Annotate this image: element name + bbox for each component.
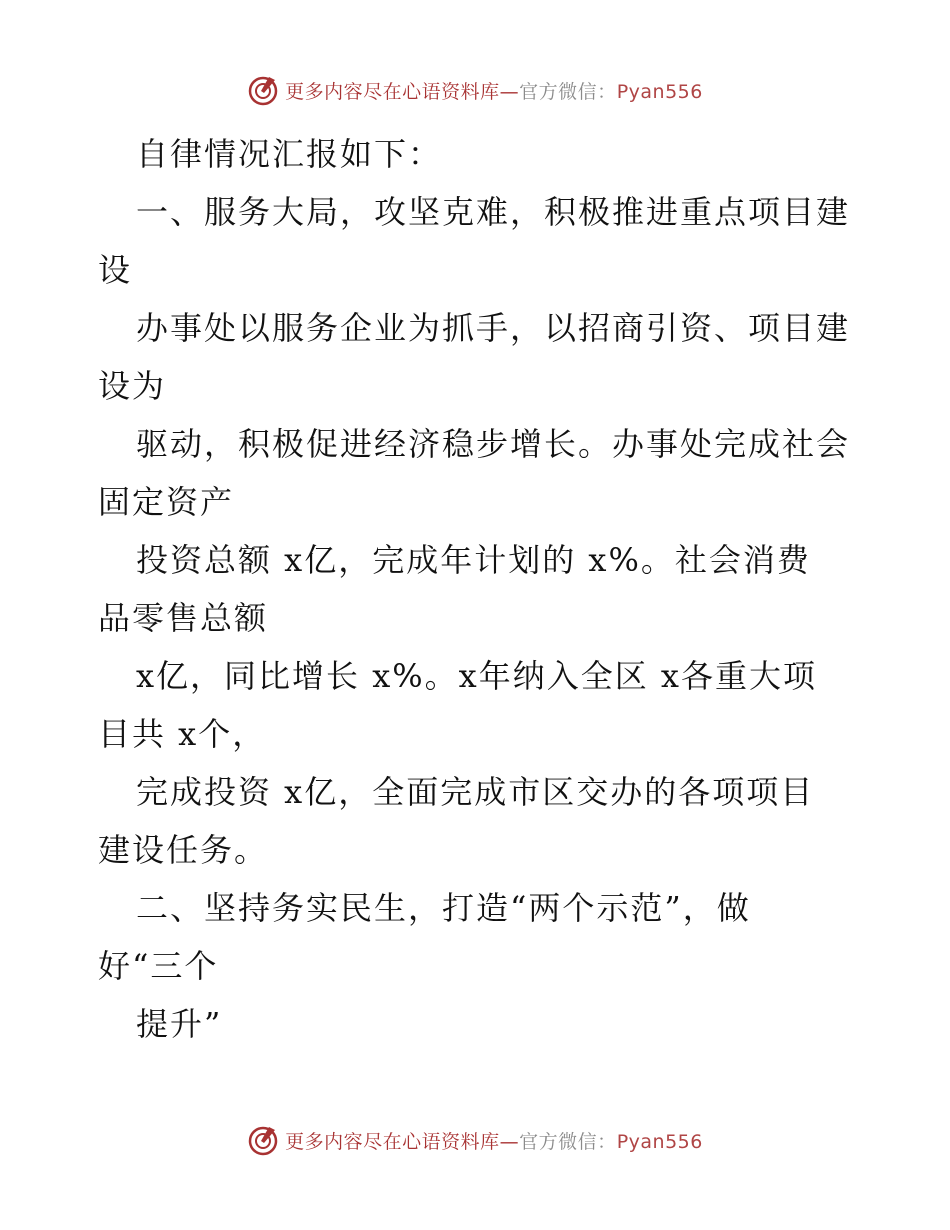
footer-separator: —	[499, 1130, 520, 1153]
body-line: 好“三个	[98, 947, 219, 985]
footer-wechat-label: 官方微信：	[519, 1130, 617, 1153]
footer-wechat-id: Pyan556	[616, 1130, 703, 1153]
body-line: 完成投资 x亿，全面完成市区交办的各项项目	[136, 773, 815, 811]
body-line: 品零售总额	[98, 599, 269, 637]
header-brand-text: 更多内容尽在心语资料库	[285, 80, 500, 103]
footer-banner	[0, 1120, 950, 1160]
body-line: 设	[98, 251, 133, 289]
quill-ink-logo-icon	[247, 74, 279, 106]
body-line: 二、坚持务实民生，打造“两个示范”，做	[136, 889, 751, 927]
body-line: 提升”	[136, 1005, 223, 1043]
header-banner-text	[285, 77, 703, 104]
body-line: 建设任务。	[98, 831, 269, 869]
header-wechat-id: Pyan556	[616, 80, 703, 103]
body-line: 驱动，积极促进经济稳步增长。办事处完成社会	[136, 425, 851, 463]
body-line: 目共 x个，	[98, 715, 267, 753]
body-line: 投资总额 x亿，完成年计划的 x%。社会消费	[136, 541, 811, 579]
body-line: 办事处以服务企业为抓手，以招商引资、项目建	[136, 309, 851, 347]
document-body	[98, 125, 868, 1053]
quill-ink-logo-icon	[247, 1124, 279, 1156]
body-line: x亿，同比增长 x%。x年纳入全区 x各重大项	[136, 657, 817, 695]
header-separator: —	[499, 80, 520, 103]
header-banner	[0, 70, 950, 110]
body-line: 固定资产	[98, 483, 235, 521]
body-line: 一、服务大局，攻坚克难，积极推进重点项目建	[136, 193, 851, 231]
body-line: 自律情况汇报如下：	[136, 135, 443, 173]
body-line: 设为	[98, 367, 167, 405]
footer-brand-text: 更多内容尽在心语资料库	[285, 1130, 500, 1153]
footer-banner-text	[285, 1127, 703, 1154]
header-wechat-label: 官方微信：	[519, 80, 617, 103]
